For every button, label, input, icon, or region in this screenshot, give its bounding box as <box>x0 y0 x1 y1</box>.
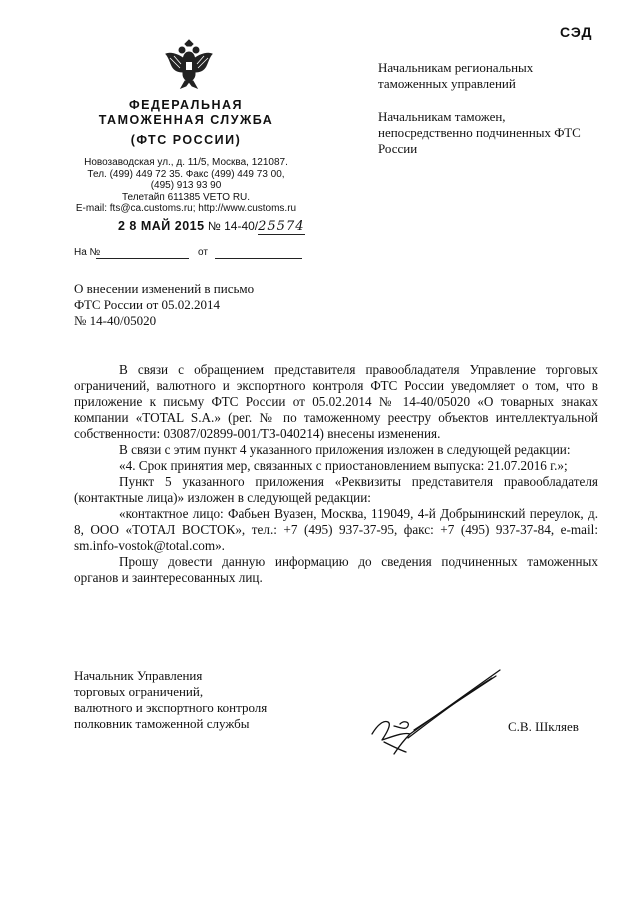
reply-reference-line <box>74 246 302 262</box>
address-line: E-mail: fts@ca.customs.ru; http://www.customs.ru <box>75 203 297 214</box>
reply-number-blank <box>96 258 189 259</box>
registration-date: 2 8 МАЙ 2015 <box>118 219 205 233</box>
body-paragraph-item4-intro: В связи с этим пункт 4 указанного приложения изложен в следующей редакции: <box>119 442 571 457</box>
address-line: (495) 913 93 90 <box>150 180 222 191</box>
addressee-customs: Начальникам таможен, непосредственно подчиненных ФТС России <box>378 109 581 156</box>
body-paragraph-request: Прошу довести данную информацию до сведения подчиненных таможенных органов и заинтересованных лиц. <box>74 554 598 585</box>
address-line: Телетайп 611385 VETO RU. <box>121 191 251 203</box>
registration-number-prefix: № 14-40/ <box>207 219 259 233</box>
sed-mark: СЭД <box>560 24 593 40</box>
signatory-title-line: торговых ограничений, <box>74 684 204 699</box>
sender-address-block <box>70 157 302 215</box>
sender-organization <box>70 98 302 148</box>
reply-to-label: На № <box>74 247 101 258</box>
signatory-title <box>74 668 334 732</box>
registration-stamp <box>118 219 305 234</box>
letter-subject <box>74 281 334 329</box>
signatory-name: С.В. Шкляев <box>508 719 579 734</box>
from-label: от <box>198 247 208 258</box>
handwritten-signature-icon <box>364 664 504 760</box>
reply-date-blank <box>215 258 302 259</box>
body-paragraph-item5-intro: Пункт 5 указанного приложения «Реквизиты представителя правообладателя (контактные лица)» изложен в следующей редакции: <box>74 474 598 505</box>
address-line: Новозаводская ул., д. 11/5, Москва, 121087. <box>84 157 288 168</box>
body-paragraph-notice: В связи с обращением представителя правообладателя Управление торговых ограничений, валютного и экспортного контроля ФТС России уведомляет о том, что в приложение к письму ФТС России от 05.02.2014 № 14-40/05020 «О товарных знаках компании «TOTAL S.A.» (рег. № по таможенному реестру объектов интеллектуальной собственности: 03087/02899-001/ТЗ-040214) внесены изменения. <box>74 362 598 441</box>
signatory-title-line: Начальник Управления <box>74 668 203 683</box>
subject-line: ФТС России от 05.02.2014 <box>74 297 221 312</box>
subject-line: № 14-40/05020 <box>74 313 157 328</box>
subject-line: О внесении изменений в письмо <box>74 281 255 296</box>
org-name-line2: ТАМОЖЕННАЯ СЛУЖБА <box>98 113 274 127</box>
body-paragraph-contact: «контактное лицо: Фабьен Вуазен, Москва, 119049, 4-й Добрынинский переулок, д. 8, ООО «ТОТАЛ ВОСТОК», тел.: +7 (495) 937-37-95, факс: +7 (495) 937-37-84, e-mail: sm.info-vostok@total.com». <box>74 506 598 553</box>
signatory-title-line: валютного и экспортного контроля <box>74 700 268 715</box>
letter-body <box>74 362 598 586</box>
signatory-title-line: полковник таможенной службы <box>74 716 250 731</box>
org-abbreviation: (ФТС РОССИИ) <box>130 133 242 147</box>
addressee-block <box>378 60 598 174</box>
registration-number-handwritten: 25574 <box>258 219 305 234</box>
body-paragraph-item4-text: «4. Срок принятия мер, связанных с приостановлением выпуска: 21.07.2016 г.»; <box>119 458 568 473</box>
address-line: Тел. (499) 449 72 35. Факс (499) 449 73 00, <box>87 168 285 180</box>
coat-of-arms-emblem-icon <box>164 38 214 90</box>
addressee-regional: Начальникам региональных таможенных управлений <box>378 60 534 91</box>
org-name-line1: ФЕДЕРАЛЬНАЯ <box>129 98 243 112</box>
